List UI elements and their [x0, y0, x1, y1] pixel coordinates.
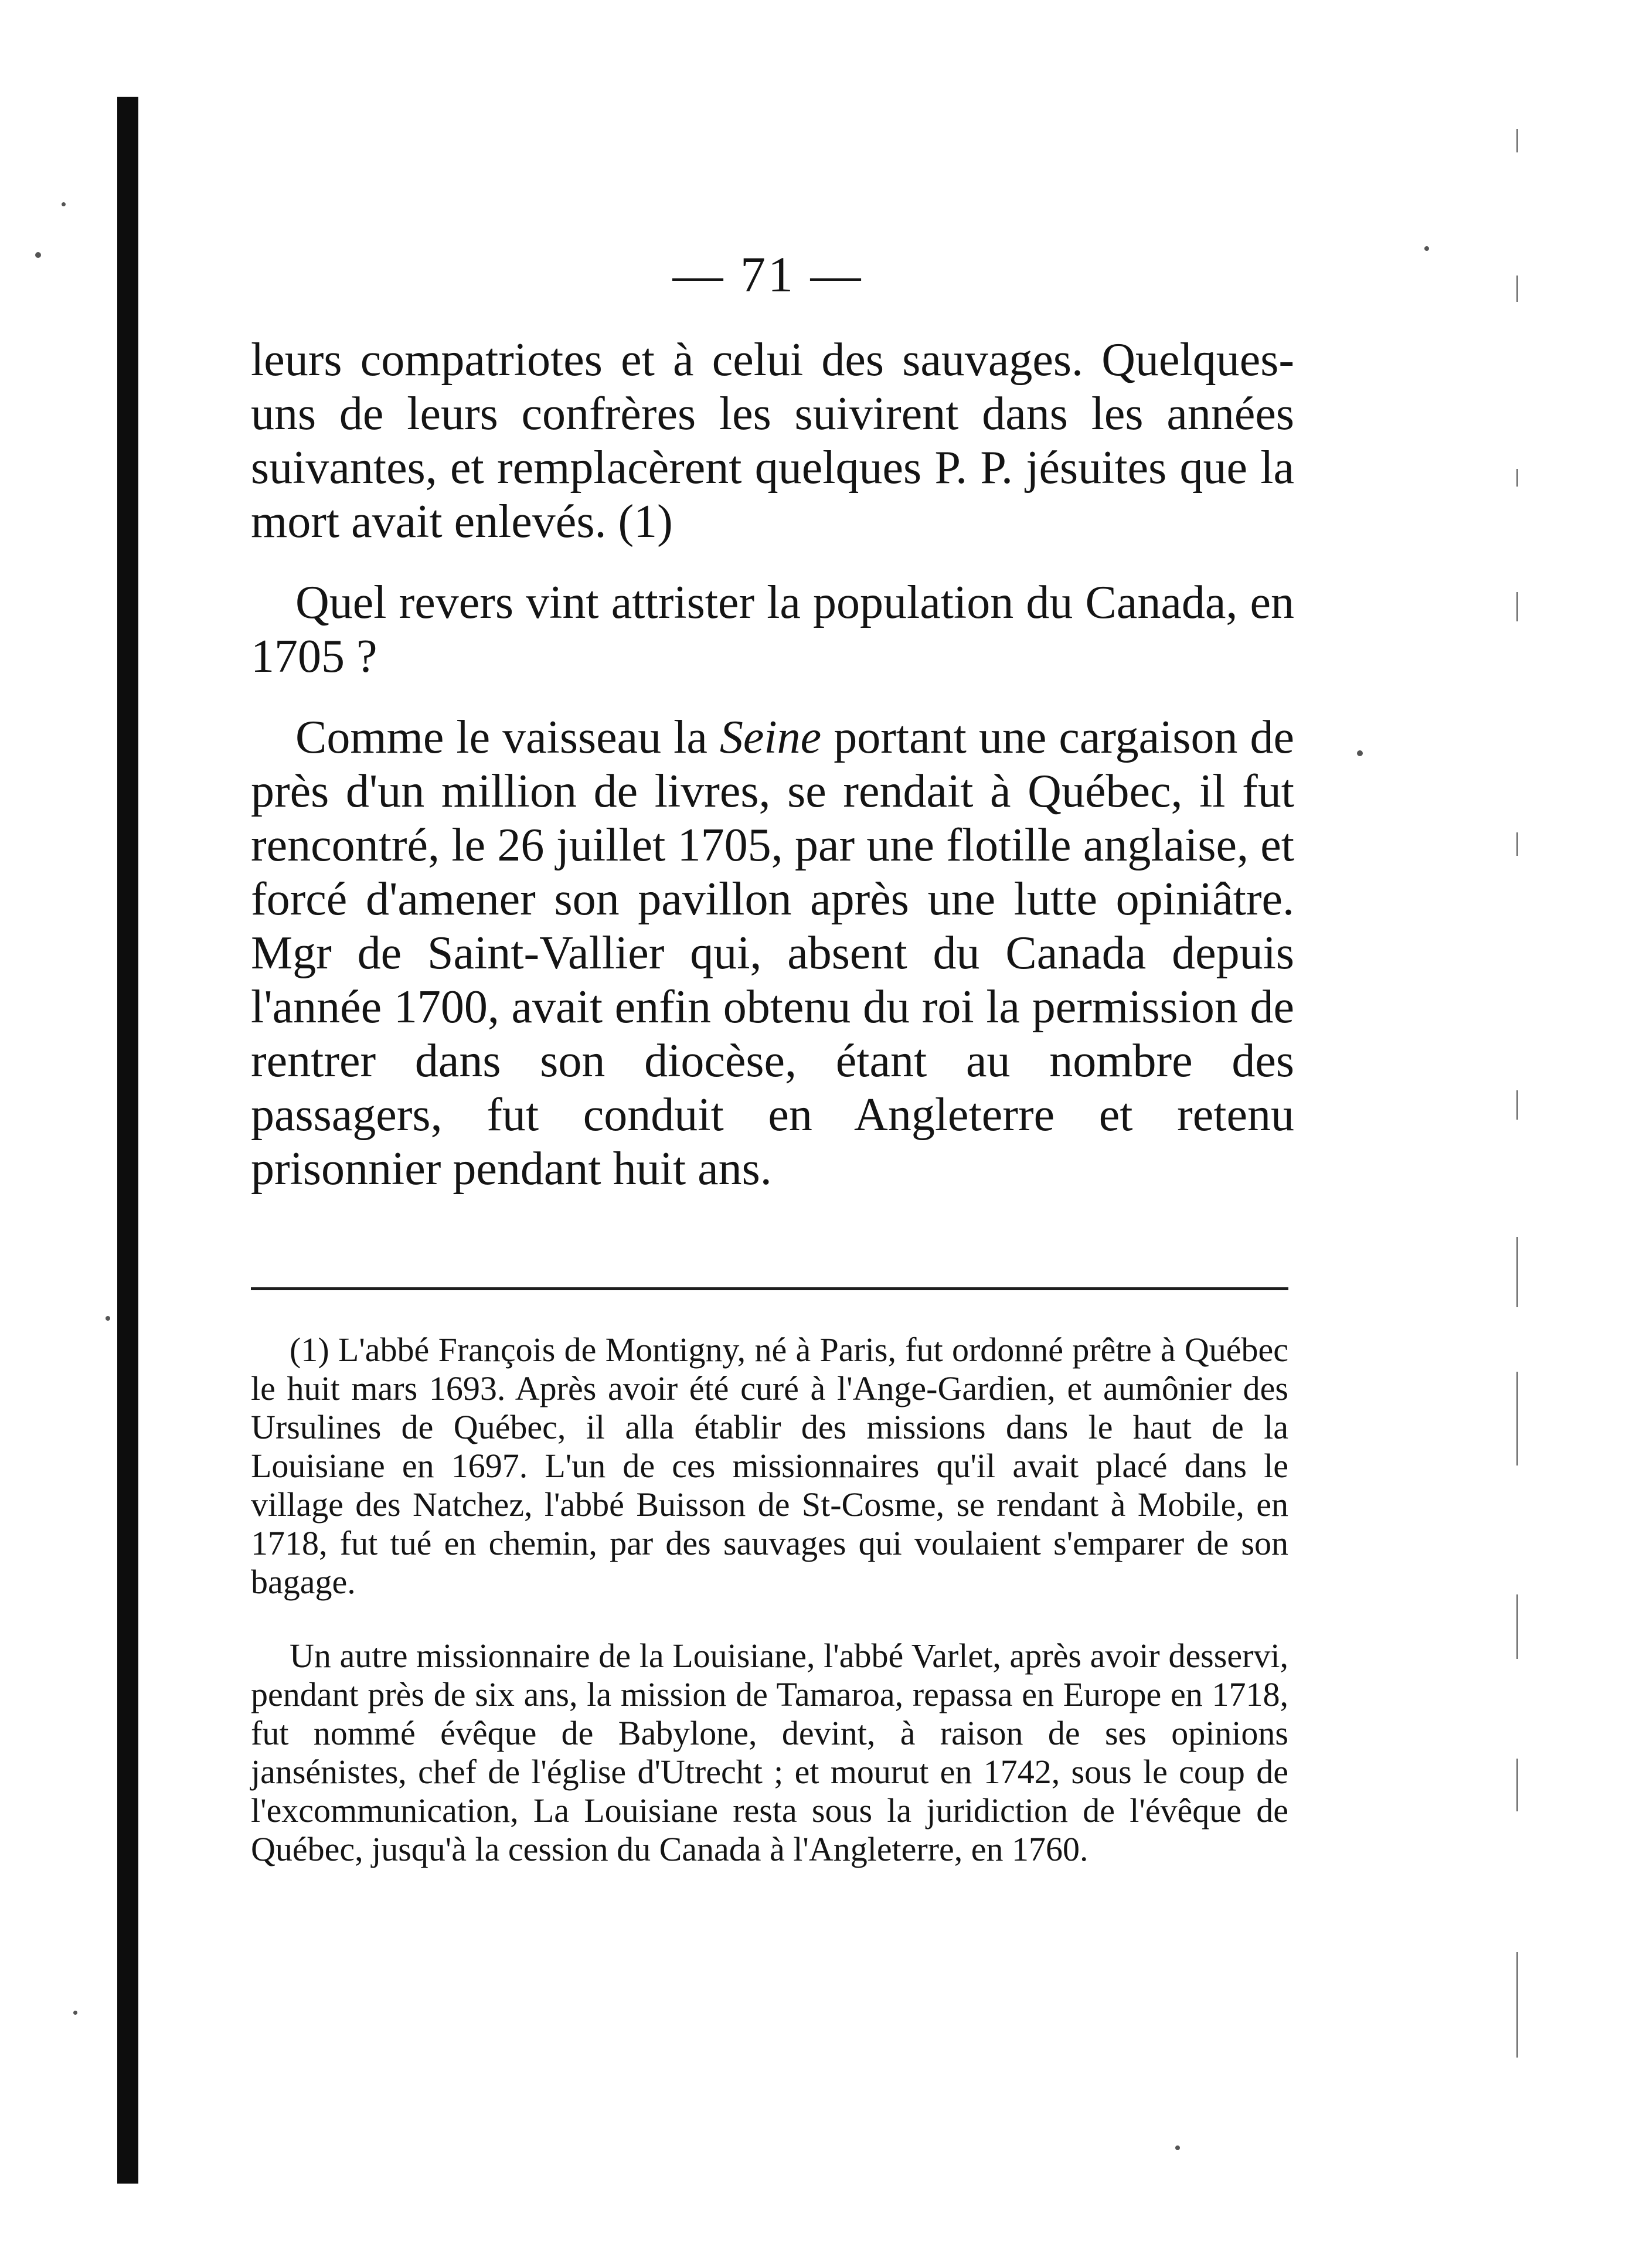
- edge-mark: [1516, 832, 1518, 856]
- edge-mark: [1516, 1759, 1518, 1811]
- edge-mark: [1516, 276, 1518, 302]
- answer-paragraph: [251, 710, 1294, 1196]
- edge-mark: [1516, 469, 1518, 487]
- footnote-1: (1) L'abbé François de Montigny, né à Paris, fut ordonné prêtre à Québec le huit mars 1693. Après avoir été curé à l'Ange-Gardien, et aumônier des Ursulines de Québec, il alla établir des missions dans le haut de la Louisiane en 1697. L'un de ces missionnaires qu'il avait placé dans le village des Natchez, l'abbé Buisson de St-Cosme, se rendant à Mobile, en 1718, fut tué en chemin, par des sauvages qui voulaient s'emparer de son bagage.: [251, 1331, 1288, 1601]
- footnotes: [251, 1331, 1288, 1869]
- paper-speck: [1357, 750, 1363, 756]
- paragraph-text-rest: portant une cargaison de près d'un million de livres, se rendait à Québec, il fut rencontré, le 26 juillet 1705, par une flotille anglaise, et forcé d'amener son pavillon après une lutte opiniâtre. Mgr de Saint-Vallier qui, absent du Canada depuis l'année 1700, avait enfin obtenu du roi la permission de rentrer dans son diocèse, étant au nombre des passagers, fut conduit en Angleterre et retenu prisonnier pendant huit ans.: [251, 712, 1294, 1195]
- footnote-divider: [251, 1287, 1288, 1290]
- footnote-continuation: Un autre missionnaire de la Louisiane, l'abbé Varlet, après avoir desservi, pendant près de six ans, la mission de Tamaroa, repassa en Europe en 1718, fut nommé évêque de Babylone, devint, à raison de ses opinions jansénistes, chef de l'église d'Utrecht ; et mourut en 1742, sous le coup de l'excommunication, La Louisiane resta sous la juridiction de l'évêque de Québec, jusqu'à la cession du Canada à l'Angleterre, en 1760.: [251, 1637, 1288, 1868]
- paper-speck: [1175, 2145, 1180, 2150]
- edge-mark: [1516, 1952, 1518, 2058]
- edge-mark: [1516, 1594, 1518, 1659]
- edge-mark: [1516, 1237, 1518, 1307]
- paper-speck: [35, 252, 41, 258]
- body-paragraph: leurs compatriotes et à celui des sauvages. Quelques-uns de leurs confrères les suivirent dans les années suivantes, et remplacèrent quelques P. P. jésuites que la mort avait enlevés. (1): [251, 334, 1294, 548]
- edge-mark: [1516, 1090, 1518, 1120]
- edge-mark: [1516, 1372, 1518, 1465]
- ship-name: Seine: [719, 712, 822, 763]
- page-number: — 71 —: [672, 246, 863, 302]
- paper-speck: [106, 1316, 110, 1321]
- paper-speck: [62, 202, 66, 206]
- paper-speck: [1424, 246, 1429, 251]
- question-paragraph: Quel revers vint attrister la population du Canada, en 1705 ?: [251, 577, 1294, 682]
- edge-mark: [1516, 592, 1518, 621]
- main-text: [251, 333, 1294, 1196]
- edge-mark: [1516, 129, 1518, 152]
- binding-edge-shadow: [117, 97, 138, 2184]
- paper-speck: [73, 2011, 77, 2015]
- paragraph-text-start: Comme le vaisseau la: [295, 712, 720, 763]
